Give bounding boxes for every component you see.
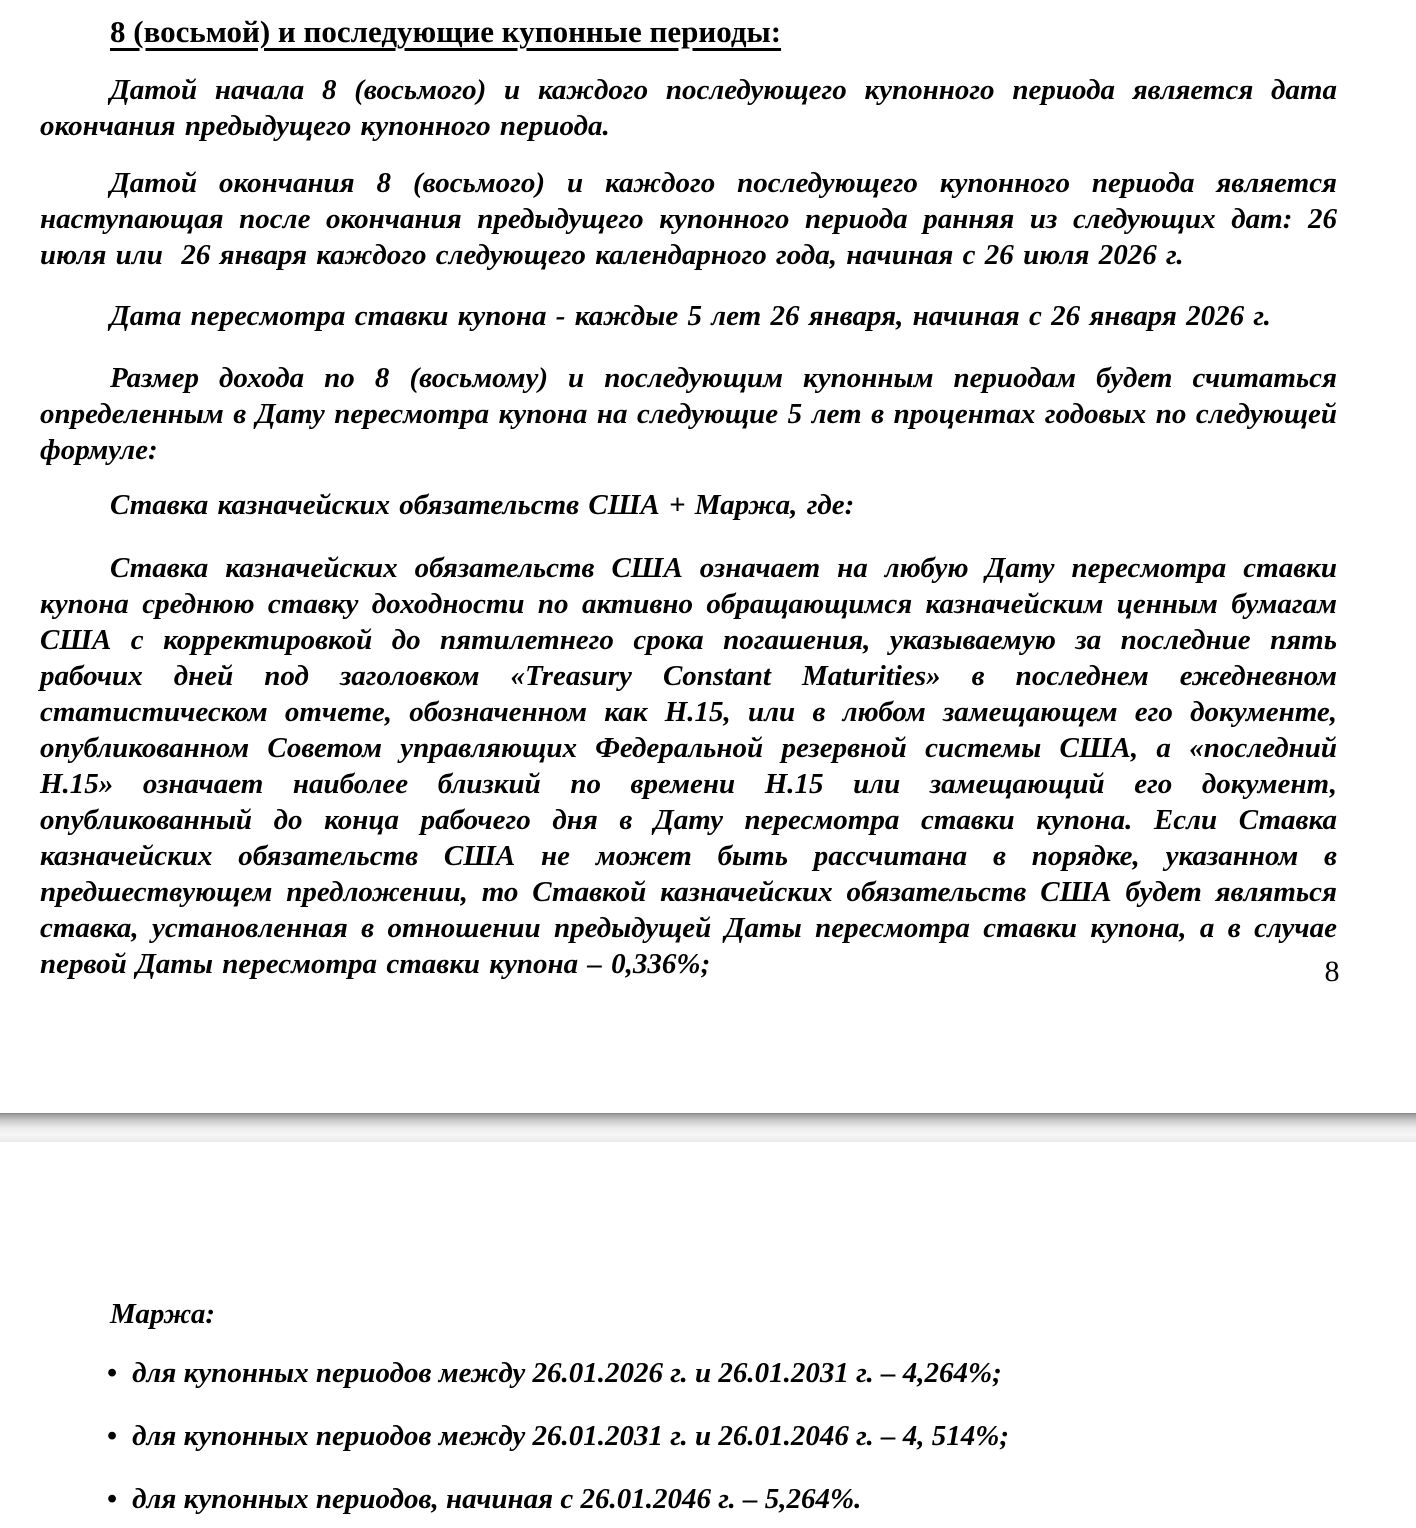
section-heading: 8 (восьмой) и последующие купонные периоды: (110, 14, 782, 49)
bullet-marker: • (107, 1483, 118, 1515)
bullet-marker: • (107, 1357, 118, 1389)
para-income-calculation-intro: Размер дохода по 8 (восьмому) и последующим купонным периодам будет считаться определенным в Дату пересмотра купона на следующие 5 лет в процентах годовых по следующей формуле: (40, 362, 1337, 466)
para-coupon-end-date: Датой окончания 8 (восьмого) и каждого последующего купонного периода является наступающая после окончания предыдущего купонного периода ранняя из следующих дат: 26 июля или 26 января каждого следующего календарного года, начиная с 26 июля 2026 г. (40, 167, 1337, 271)
bullet-text: для купонных периодов между 26.01.2031 г. и 26.01.2046 г. – 4, 514%; (132, 1420, 1010, 1452)
page-number: 8 (1324, 955, 1340, 988)
bullet-item-margin-from-2046 (40, 1481, 1416, 1517)
para-coupon-start-date: Датой начала 8 (восьмого) и каждого последующего купонного периода является дата окончания предыдущего купонного периода. (40, 74, 1337, 142)
page-break-divider (0, 1113, 1416, 1142)
bullet-text: для купонных периодов между 26.01.2026 г. и 26.01.2031 г. – 4,264%; (132, 1357, 1002, 1389)
bullet-marker: • (107, 1420, 118, 1452)
bullet-item-margin-2026-2031 (40, 1355, 1416, 1391)
para-treasury-rate-definition: Ставка казначейских обязательств США означает на любую Дату пересмотра ставки купона среднюю ставку доходности по активно обращающимся казначейским ценным бумагам США с корректировкой до пятилетнего срока погашения, указываемую за последние пять рабочих дней под заголовком «Treasury Constant Maturities» в последнем ежедневном статистическом отчете, обозначенном как Н.15, или в любом замещающем его документе, опубликованном Советом управляющих Федеральной резервной системы США, а «последний Н.15» означает наиболее близкий по времени Н.15 или замещающий его документ, опубликованный до конца рабочего дня в Дату пересмотра ставки купона. Если Ставка казначейских обязательств США не может быть рассчитана в порядке, указанном в предшествующем предложении, то Ставкой казначейских обязательств США будет являться ставка, установленная в отношении предыдущей Даты пересмотра ставки купона, а в случае первой Даты пересмотра ставки купона – 0,336%; (40, 552, 1337, 980)
margin-section-heading: Маржа: (110, 1298, 216, 1330)
bullet-text: для купонных периодов, начиная с 26.01.2046 г. – 5,264%. (132, 1483, 862, 1515)
para-rate-review-date: Дата пересмотра ставки купона - каждые 5 лет 26 января, начиная с 26 января 2026 г. (110, 300, 1271, 332)
para-formula: Ставка казначейских обязательств США + Маржа, где: (110, 489, 855, 521)
bullet-item-margin-2031-2046 (40, 1418, 1416, 1454)
